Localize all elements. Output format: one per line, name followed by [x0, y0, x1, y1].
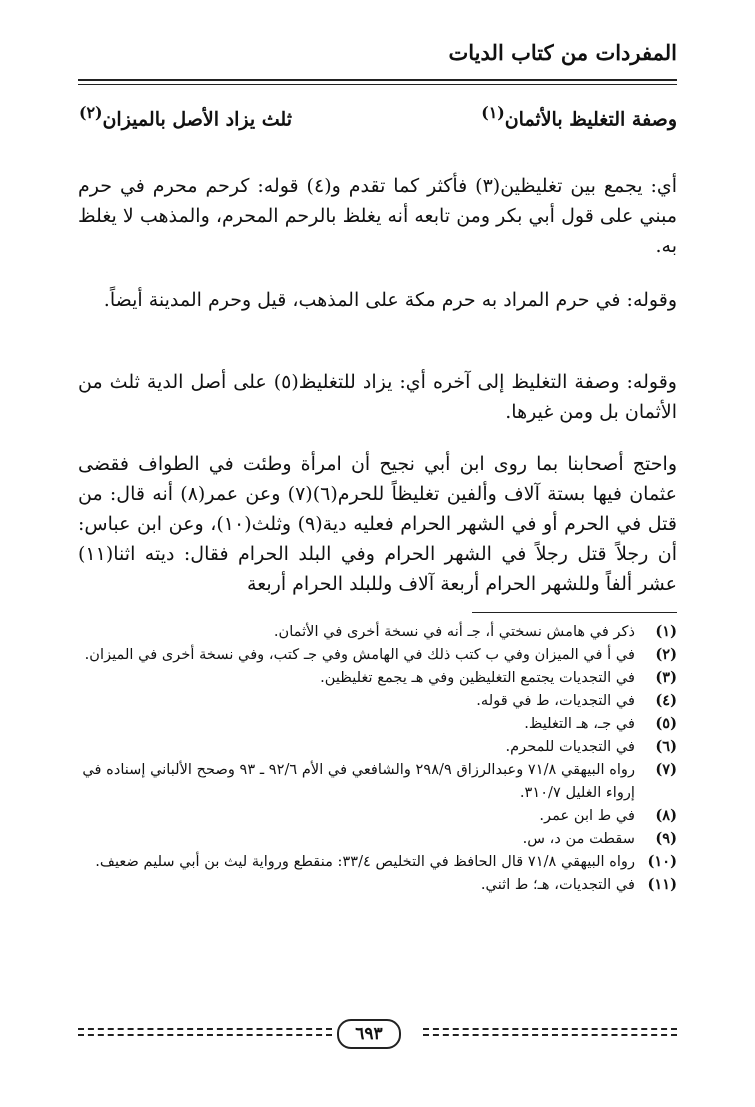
body-paragraph: وقوله: في حرم المراد به حرم مكة على المذهب، قيل وحرم المدينة أيضاً. [103, 289, 677, 311]
running-header: المفردات من كتاب الديات [448, 40, 677, 65]
body-paragraph: وقوله: وصفة التغليظ إلى آخره أي: يزاد للتغليظ(٥) على أصل الدية ثلث من الأثمان بل ومن غيرها. [78, 371, 677, 423]
footnote: (٧) رواه البيهقي ٧١/٨ وعبدالرزاق ٢٩٨/٩ والشافعي في الأم ٩٢/٦ ـ ٩٣ وصحح الألباني إسناده في إرواء الغليل ٣١٠/٧. [82, 761, 677, 801]
footnotes [78, 620, 677, 896]
ornament-dash [78, 1034, 332, 1038]
footnote: (١) ذكر في هامش نسختي أ، جـ أنه في نسخة أخرى في الأثمان. [273, 623, 677, 640]
page-number: ٦٩٣ [337, 1019, 401, 1049]
heading-hemistich-2: ثلث يزاد الأصل بالميزان$^{(٢)}$ [78, 103, 292, 131]
header-rule [78, 79, 677, 81]
footnote-ref: (٢) [78, 103, 103, 122]
footnote: (١١) في التجديات، هـ؛ ط اثني. [480, 876, 677, 893]
heading-hemistich-1: وصفة التغليظ بالأثمان$^{(١)}$ [481, 103, 677, 131]
footnote: (١٠) رواه البيهقي ٧١/٨ قال الحافظ في التخليص ٣٣/٤: منقطع ورواية ليث بن أبي سليم ضعيف. [95, 853, 677, 870]
footnote: (٥) في جـ، هـ التغليظ. [524, 715, 677, 732]
body-paragraph: أي: يجمع بين تغليظين(٣) فأكثر كما تقدم و(٤) قوله: كرحم محرم في حرم مبني على قول أبي بكر ومن تابعه أنه يغلظ بالرحم المحرم، والمذهب لا يغلظ به. [78, 175, 678, 257]
footnote: (٩) سقطت من د، س. [522, 830, 677, 847]
footnote: (٢) في أ في الميزان وفي ب كتب ذلك في الهامش وفي جـ كتب، وفي نسخة أخرى في الميزان. [84, 646, 677, 663]
footnote: (٨) في ط ابن عمر. [539, 807, 677, 824]
footnote: (٤) في التجديات، ط في قوله. [476, 692, 677, 709]
footnote-ref: (١) [481, 103, 505, 122]
ornament-dash [423, 1028, 677, 1032]
footnote-separator [472, 612, 677, 613]
verse-heading [78, 96, 677, 130]
ornament-dash [78, 1028, 332, 1032]
footnote: (٦) في التجديات للمحرم. [505, 738, 677, 755]
body-paragraph: واحتج أصحابنا بما روى ابن أبي نجيح أن امرأة وطئت في الطواف فقضى عثمان فيها بستة آلاف وألفين تغليظاً للحرم(٦)(٧) وعن عمر(٨) أنه قال: من قتل في الحرم أو في الشهر الحرام فعليه دية(٩) وثلث(١٠)، وعن ابن عباس: أن رجلاً قتل رجلاً في الشهر الحرام وفي البلد الحرام فقال: ديته اثنا(١١) عشر ألفاً وللشهر الحرام أربعة آلاف وللبلد الحرام أربعة [78, 453, 677, 595]
footnote: (٣) في التجديات يجتمع التغليظين وفي هـ يجمع تغليظين. [320, 669, 677, 686]
header-rule-thin [78, 84, 677, 85]
ornament-dash [423, 1034, 677, 1038]
